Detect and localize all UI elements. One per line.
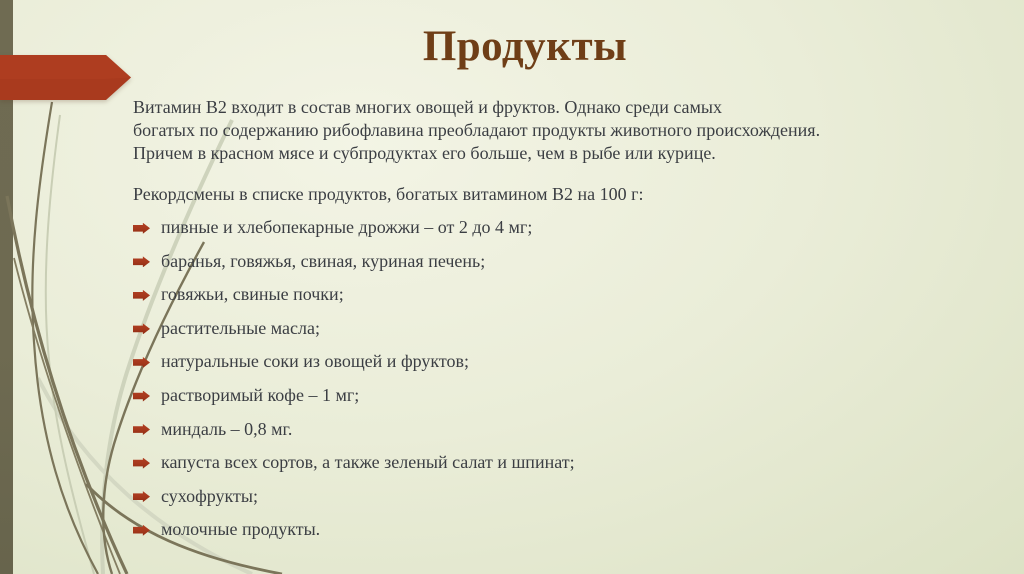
list-item-text: миндаль – 0,8 мг. bbox=[161, 418, 293, 439]
intro-line: богатых по содержанию рибофлавина преобладают продукты животного происхождения. bbox=[133, 120, 821, 140]
list-item bbox=[133, 211, 575, 245]
arrow-bullet-icon bbox=[133, 491, 150, 502]
arrow-bullet-icon bbox=[133, 525, 150, 536]
arrow-bullet-icon bbox=[133, 357, 150, 368]
list-item bbox=[133, 412, 575, 446]
list-item-text: капуста всех сортов, а также зеленый салат и шпинат; bbox=[161, 452, 575, 473]
list-item bbox=[133, 345, 575, 379]
arrow-bullet-icon bbox=[133, 458, 150, 469]
arrow-bullet-icon bbox=[133, 256, 150, 267]
arrow-bullet-icon bbox=[133, 290, 150, 301]
list-item-text: натуральные соки из овощей и фруктов; bbox=[161, 351, 470, 372]
arrow-bullet-icon bbox=[133, 223, 150, 234]
list-item-text: молочные продукты. bbox=[161, 519, 321, 540]
arrow-bullet-icon bbox=[133, 323, 150, 334]
list-heading: Рекордсмены в списке продуктов, богатых витамином В2 на 100 г: bbox=[133, 184, 644, 204]
list-item bbox=[133, 513, 575, 547]
list-item-text: пивные и хлебопекарные дрожжи – от 2 до 4 мг; bbox=[161, 217, 533, 238]
list-item bbox=[133, 446, 575, 480]
intro-line: Причем в красном мясе и субпродуктах его больше, чем в рыбе или курице. bbox=[133, 143, 716, 163]
list-item-text: говяжьи, свиные почки; bbox=[161, 284, 344, 305]
intro-paragraph bbox=[133, 96, 820, 165]
list-item-text: сухофрукты; bbox=[161, 485, 258, 506]
slide-title: Продукты bbox=[422, 23, 628, 70]
bullet-list bbox=[133, 211, 575, 546]
intro-line: Витамин В2 входит в состав многих овощей и фруктов. Однако среди самых bbox=[133, 97, 723, 117]
list-item bbox=[133, 245, 575, 279]
list-item bbox=[133, 312, 575, 346]
list-item bbox=[133, 479, 575, 513]
list-item-text: растворимый кофе – 1 мг; bbox=[161, 385, 360, 405]
list-item-text: баранья, говяжья, свиная, куриная печень; bbox=[161, 250, 486, 271]
list-item bbox=[133, 379, 575, 413]
list-item-text: растительные масла; bbox=[161, 317, 320, 338]
list-item bbox=[133, 278, 575, 312]
arrow-bullet-icon bbox=[133, 424, 150, 435]
arrow-bullet-icon bbox=[133, 391, 150, 402]
